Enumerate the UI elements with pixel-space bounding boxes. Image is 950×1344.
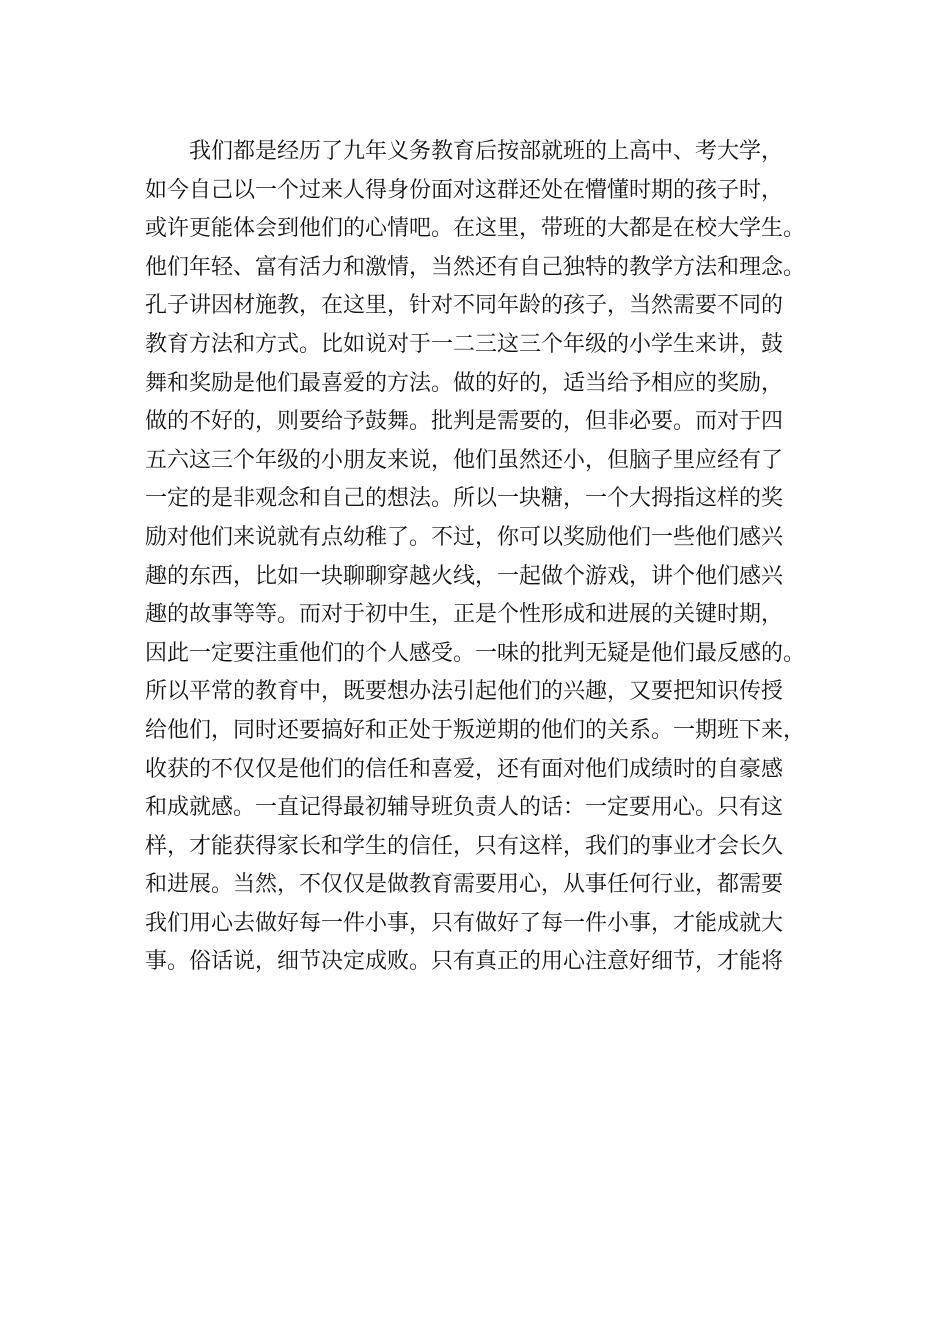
- text-line: 五六这三个年级的小朋友来说，他们虽然还小，但脑子里应经有了: [145, 447, 784, 473]
- text-line: 所以平常的教育中，既要想办法引起他们的兴趣，又要把知识传授: [145, 679, 784, 705]
- text-line: 做的不好的，则要给予鼓舞。批判是需要的，但非必要。而对于四: [145, 409, 784, 435]
- text-line: 因此一定要注重他们的个人感受。一味的批判无疑是他们最反感的。: [145, 640, 806, 666]
- text-line: 如今自己以一个过来人得身份面对这群还处在懵懂时期的孩子时，: [145, 177, 784, 203]
- text-line: 和进展。当然，不仅仅是做教育需要用心，从事任何行业，都需要: [145, 872, 784, 898]
- text-line: 励对他们来说就有点幼稚了。不过，你可以奖励他们一些他们感兴: [145, 524, 784, 550]
- text-line: 事。俗话说，细节决定成败。只有真正的用心注意好细节，才能将: [145, 949, 784, 975]
- text-line: 和成就感。一直记得最初辅导班负责人的话：一定要用心。只有这: [145, 795, 784, 821]
- text-line: 给他们，同时还要搞好和正处于叛逆期的他们的关系。一期班下来，: [145, 717, 806, 743]
- text-line: 舞和奖励是他们最喜爱的方法。做的好的，适当给予相应的奖励，: [145, 370, 784, 396]
- text-line: 我们都是经历了九年义务教育后按部就班的上高中、考大学，: [189, 139, 784, 164]
- text-line: 样，才能获得家长和学生的信任，只有这样，我们的事业才会长久: [145, 833, 784, 859]
- body-paragraph: [145, 133, 835, 982]
- text-line: 孔子讲因材施教，在这里，针对不同年龄的孩子，当然需要不同的: [145, 293, 784, 319]
- text-line: 我们用心去做好每一件小事，只有做好了每一件小事，才能成就大: [145, 910, 784, 936]
- text-line: 趣的东西，比如一块聊聊穿越火线，一起做个游戏，讲个他们感兴: [145, 563, 784, 589]
- text-line: 或许更能体会到他们的心情吧。在这里，带班的大都是在校大学生。: [145, 216, 806, 242]
- text-line: 教育方法和方式。比如说对于一二三这三个年级的小学生来讲，鼓: [145, 331, 784, 357]
- text-line: 一定的是非观念和自己的想法。所以一块糖，一个大拇指这样的奖: [145, 486, 784, 512]
- text-line: 他们年轻、富有活力和激情，当然还有自己独特的教学方法和理念。: [145, 254, 806, 280]
- text-line: 趣的故事等等。而对于初中生，正是个性形成和进展的关键时期，: [145, 602, 784, 628]
- text-line: 收获的不仅仅是他们的信任和喜爱，还有面对他们成绩时的自豪感: [145, 756, 784, 782]
